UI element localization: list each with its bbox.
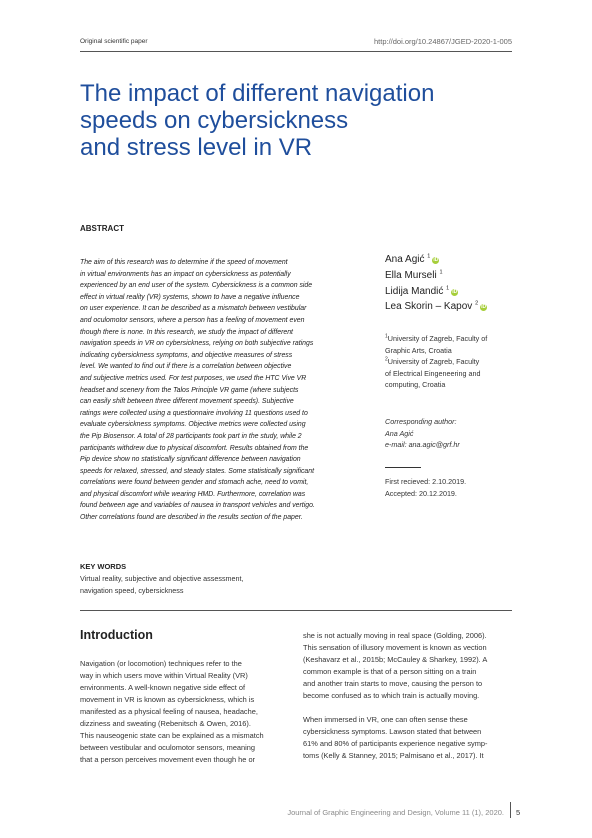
text-line: headset and scenery from the Talos Principle VR game (where subjects	[80, 386, 299, 394]
author-affiliation-sup: 1	[427, 253, 431, 260]
paragraph-gap	[303, 702, 487, 714]
text-line: she is not actually moving in real space (Golding, 2006).	[303, 631, 487, 640]
footer-divider	[510, 802, 511, 818]
article-type-label: Original scientific paper	[80, 38, 148, 45]
section-divider	[80, 610, 512, 611]
orcid-icon[interactable]: iD	[481, 304, 487, 311]
keywords-line: Virtual reality, subjective and objective assessment,	[80, 574, 244, 583]
text-line: This sensation of illusory movement is known as vection	[303, 643, 487, 652]
orcid-icon[interactable]: iD	[452, 288, 458, 295]
text-line: speeds for relaxed, stressed, and steady states. Some statistically significant	[80, 467, 315, 475]
corresponding-email[interactable]: e-mail: ana.agic@grf.hr	[385, 440, 460, 449]
paper-title	[80, 80, 435, 161]
doi-link[interactable]: http://doi.org/10.24867/JGED-2020-1-005	[373, 37, 512, 46]
text-line: and oculomotor sensors, where a person has a feeling of movement even	[80, 316, 305, 324]
received-date: First recieved: 2.10.2019.	[385, 477, 467, 486]
corresponding-name: Ana Agić	[385, 428, 414, 438]
title-line: The impact of different navigation	[80, 80, 435, 107]
author-affiliation-sup: 2	[475, 301, 479, 308]
text-line: though there is none. In this research, we study the impact of different	[80, 328, 293, 336]
text-line: the Pip Biosensor. A total of 28 participants took part in the study, while 2	[80, 432, 302, 440]
text-line: When immersed in VR, one can often sense these	[303, 715, 468, 724]
text-line: between vestibular and oculomotor sensors, meaning	[80, 743, 256, 752]
text-line: in virtual environments has an impact on cybersickness as potentially	[80, 270, 291, 278]
affiliation-line: $^1$University of Zagreb, Faculty of	[385, 333, 488, 343]
author-list	[385, 252, 487, 315]
text-line: 61% and 80% of participants experience negative symp-	[303, 739, 488, 748]
dates-divider	[385, 467, 421, 468]
abstract-heading: ABSTRACT	[80, 224, 124, 233]
title-line: speeds on cybersickness	[80, 107, 349, 134]
text-line: Pip device show no statistically significant difference between navigation	[80, 456, 301, 464]
text-line: effect in virtual reality (VR) systems, shown to have a negative influence	[80, 293, 300, 301]
intro-heading: Introduction	[80, 628, 153, 642]
text-line: become confused as to which train is actually moving.	[303, 691, 480, 700]
text-line: ratings were collected using a questionnaire involving 11 questions used to	[80, 409, 308, 417]
author-entry	[385, 299, 487, 315]
text-line: and another train starts to move, causing the person to	[303, 679, 483, 688]
text-line: Other correlations found are described in the results section of the paper.	[80, 514, 303, 522]
text-line: on user experience. It can be described as a mismatch between vestibular	[80, 305, 307, 313]
affiliations	[385, 333, 487, 391]
text-line: navigation speeds in VR on cybersickness, relying on both subjective ratings	[80, 340, 314, 348]
text-line: participants withdrew due to physical discomfort. Results obtained from the	[80, 444, 309, 452]
text-line: common example is that of a person sitting on a train	[303, 667, 477, 676]
text-line: manifested as a physical feeling of nausea, headache,	[80, 707, 258, 716]
keywords-heading: KEY WORDS	[80, 562, 127, 571]
text-line: experienced by an end user of the system. Cybersickness is a common side	[80, 282, 313, 290]
text-line: correlations were found between gender and stomach ache, need to vomit,	[80, 479, 309, 487]
orcid-icon[interactable]: iD	[433, 257, 439, 263]
journal-footer: Journal of Graphic Engineering and Design, Volume 11 (1), 2020.	[287, 808, 504, 817]
keywords-line: navigation speed, cybersickness	[80, 585, 184, 595]
submission-dates	[385, 476, 466, 499]
header-divider	[80, 51, 512, 52]
intro-right-column	[303, 630, 487, 762]
text-line: way in which users move within Virtual Reality (VR)	[80, 671, 248, 680]
affiliation-line: $^2$University of Zagreb, Faculty	[385, 356, 480, 366]
text-line: and physical discomfort while wearing HMD. Furthermore, correlation was	[80, 490, 306, 498]
text-line: indicating cybersickness symptoms, and objective measures of stress	[80, 351, 293, 359]
text-line: environments. A well-known negative side effect of	[80, 683, 246, 692]
text-line: level. We wanted to find out if there is a correlation between objective	[80, 363, 292, 371]
text-line: toms (Kelly & Stanney, 2015; Palmisano et al., 2017). It	[303, 751, 484, 760]
affiliation-line: of Electrical Eingeneering and	[385, 368, 481, 378]
author-name: Lea Skorin – Kapov	[385, 301, 473, 313]
corresponding-label: Corresponding author:	[385, 417, 457, 426]
accepted-date: Accepted: 20.12.2019.	[385, 488, 457, 498]
text-line: dizziness and sweating (Rebenitsch & Owen, 2016).	[80, 719, 251, 728]
author-name: Ella Murseli	[385, 269, 437, 281]
text-line: The aim of this research was to determine if the speed of movement	[80, 259, 288, 266]
author-entry	[385, 268, 487, 284]
title-line: and stress level in VR	[80, 134, 313, 161]
affiliation-line: Graphic Arts, Croatia	[385, 345, 452, 355]
author-entry	[385, 252, 487, 268]
author-affiliation-sup: 1	[439, 269, 443, 276]
text-line: and subjective metrics used. For test purposes, we used the HTC Vive VR	[80, 374, 307, 382]
author-affiliation-sup: 1	[446, 285, 450, 292]
text-line: found between age and variables of nausea in transport vehicles and vertigo.	[80, 502, 315, 510]
intro-left-column	[80, 658, 264, 766]
page-number: 5	[516, 808, 521, 817]
text-line: evaluate cybersickness symptoms. Objective metrics were collected using	[80, 421, 306, 429]
text-line: cybersickness symptoms. Lawson stated that between	[303, 727, 482, 736]
author-name: Lidija Mandić	[385, 285, 444, 297]
text-line: movement in VR is known as cybersickness, which is	[80, 695, 255, 704]
abstract-body	[80, 257, 376, 524]
text-line: that a person perceives movement even though he or	[80, 755, 256, 764]
author-name: Ana Agić	[385, 254, 425, 265]
affiliation-line: computing, Croatia	[385, 380, 446, 389]
author-entry	[385, 284, 487, 300]
text-line: (Keshavarz et al., 2015b; McCauley & Sharkey, 1992). A	[303, 655, 488, 664]
corresponding-author	[385, 416, 460, 451]
keywords-body	[80, 573, 244, 596]
text-line: This nauseogenic state can be explained as a mismatch	[80, 731, 264, 740]
text-line: Navigation (or locomotion) techniques refer to the	[80, 659, 242, 668]
text-line: can easily shift between three different movement speeds). Subjective	[80, 398, 294, 406]
